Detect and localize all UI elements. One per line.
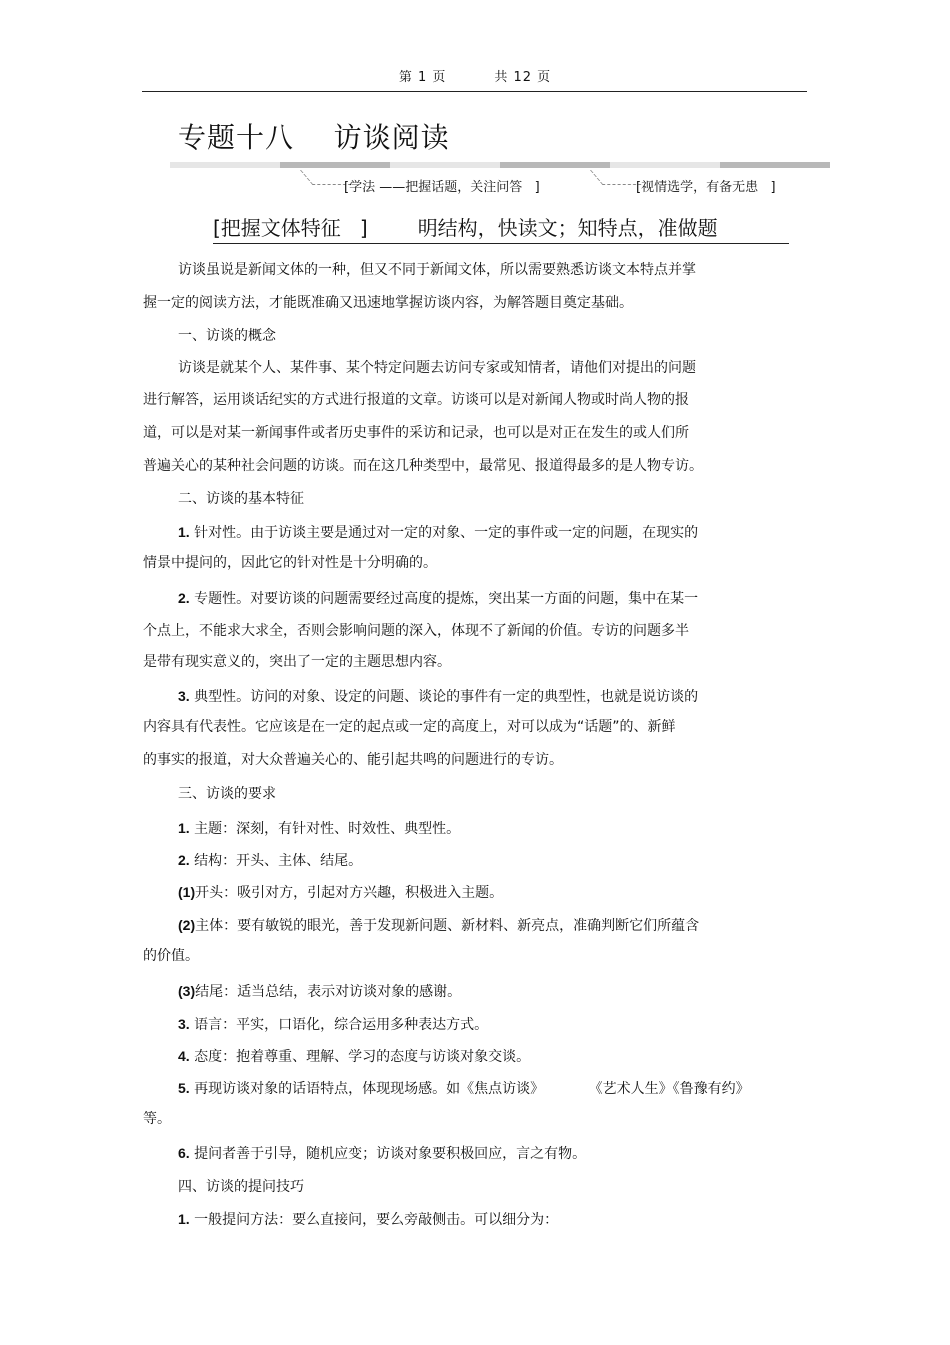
- list-item: 1. 主题：深刻，有针对性、时效性、典型性。: [178, 820, 461, 837]
- method-tip: [学法 ——把握话题，关注问答 ]: [344, 180, 540, 195]
- subheading: 一、访谈的概念: [178, 328, 276, 344]
- paragraph-line: 的事实的报道，对大众普遍关心的、能引起共鸣的问题进行的专访。: [143, 752, 563, 768]
- section-subtitle: 明结构，快读文；知特点，准做题: [417, 216, 718, 240]
- section-label: [把握文体特征 ]: [213, 216, 368, 240]
- paragraph-line: 进行解答，运用谈话纪实的方式进行报道的文章。访谈可以是对新闻人物或时尚人物的报: [143, 392, 689, 408]
- list-item: 1. 一般提问方法：要么直接问，要么旁敲侧击。可以细分为：: [178, 1211, 559, 1228]
- decorative-bar: [720, 162, 830, 168]
- page-title: 专题十八 访谈阅读: [178, 121, 450, 154]
- paragraph-line: 握一定的阅读方法，才能既准确又迅速地掌握访谈内容，为解答题目奠定基础。: [143, 295, 633, 311]
- list-item: (1)开头：吸引对方，引起对方兴趣，积极进入主题。: [178, 884, 504, 901]
- paragraph-line: 等。: [143, 1111, 171, 1127]
- paragraph-line: 个点上，不能求大求全，否则会影响问题的深入，体现不了新闻的价值。专访的问题多半: [143, 623, 689, 639]
- list-item: (3)结尾：适当总结，表示对访谈对象的感谢。: [178, 983, 462, 1000]
- paragraph-line: 访谈虽说是新闻文体的一种，但又不同于新闻文体，所以需要熟悉访谈文本特点并掌: [178, 262, 696, 278]
- paragraph-line: 访谈是就某个人、某件事、某个特定问题去访问专家或知情者，请他们对提出的问题: [178, 360, 696, 376]
- page-total: 共 12 页: [494, 70, 552, 85]
- list-item: 2. 专题性。对要访谈的问题需要经过高度的提炼，突出某一方面的问题，集中在某一: [178, 590, 699, 607]
- decorative-bar: [610, 162, 720, 168]
- list-item: 3. 典型性。访问的对象、设定的问题、谈论的事件有一定的典型性，也就是说访谈的: [178, 688, 699, 705]
- paragraph-line: 情景中提问的，因此它的针对性是十分明确的。: [143, 555, 437, 571]
- header-divider: [142, 91, 807, 92]
- list-item: 3. 语言：平实，口语化，综合运用多种表达方式。: [178, 1016, 489, 1033]
- paragraph-line: 道，可以是对某一新闻事件或者历史事件的采访和记录，也可以是对正在发生的或人们所: [143, 425, 689, 441]
- decorative-bar: [500, 162, 610, 168]
- list-item: 5. 再现访谈对象的话语特点，体现现场感。如《焦点访谈》 《艺术人生》《鲁豫有约》: [178, 1080, 750, 1097]
- paragraph-line: 普遍关心的某种社会问题的访谈。而在这几种类型中，最常见、报道得最多的是人物专访。: [143, 458, 703, 474]
- page-number: 第 1 页: [398, 70, 447, 85]
- paragraph-line: 的价值。: [143, 948, 199, 964]
- tip-connector: [590, 170, 642, 185]
- list-item: (2)主体：要有敏锐的眼光，善于发现新问题、新材料、新亮点，准确判断它们所蕴含: [178, 917, 700, 934]
- list-item: 6. 提问者善于引导，随机应变；访谈对象要积极回应，言之有物。: [178, 1145, 587, 1162]
- paragraph-line: 内容具有代表性。它应该是在一定的起点或一定的高度上，对可以成为“话题”的、新鲜: [143, 719, 676, 735]
- section-heading: [213, 212, 789, 244]
- decorative-bar: [170, 162, 280, 168]
- list-item: 2. 结构：开头、主体、结尾。: [178, 852, 363, 869]
- list-item: 1. 针对性。由于访谈主要是通过对一定的对象、一定的事件或一定的问题，在现实的: [178, 524, 699, 541]
- subheading: 四、访谈的提问技巧: [178, 1179, 304, 1195]
- list-item: 4. 态度：抱着尊重、理解、学习的态度与访谈对象交谈。: [178, 1048, 531, 1065]
- optional-tip: [视情选学，有备无患 ]: [636, 180, 776, 195]
- page-header: [0, 66, 950, 85]
- paragraph-line: 是带有现实意义的，突出了一定的主题思想内容。: [143, 654, 451, 670]
- decorative-bar: [280, 162, 390, 168]
- subheading: 二、访谈的基本特征: [178, 491, 304, 507]
- decorative-bar: [390, 162, 500, 168]
- subheading: 三、访谈的要求: [178, 786, 276, 802]
